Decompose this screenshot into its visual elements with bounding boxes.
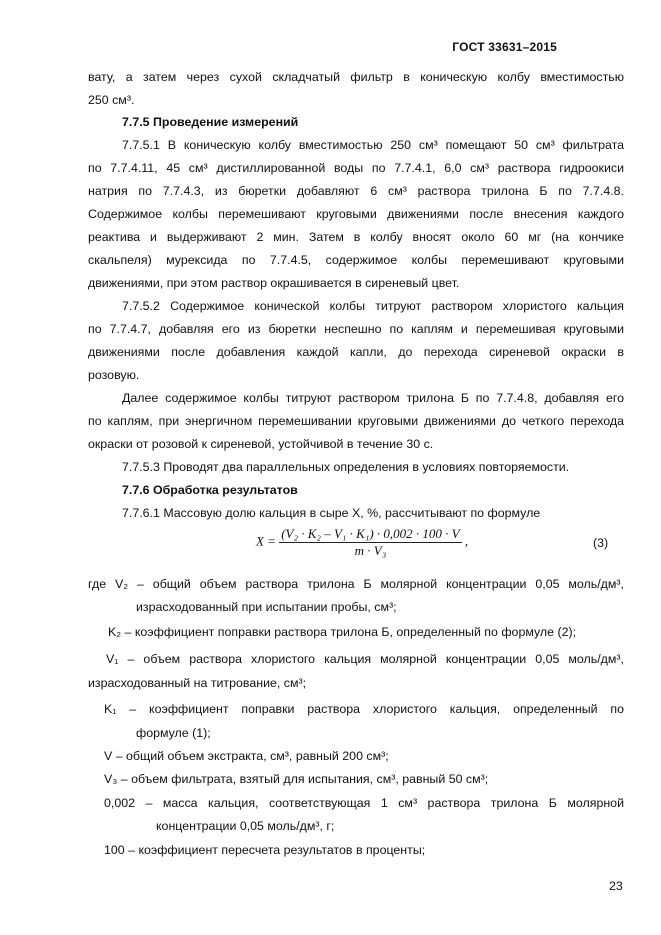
paragraph-line: по каплям, при энергичном перемешивании круговыми движениями до четкого перехода — [88, 414, 624, 428]
definition-line: концентрации 0,05 моль/дм³, г; — [156, 819, 335, 833]
definition-line: V₃ – объем фильтрата, взятый для испытания, см³, равный 50 см³; — [104, 772, 489, 786]
section-heading: 7.7.6 Обработка результатов — [122, 483, 298, 497]
paragraph-line: 7.7.5.1 В коническую колбу вместимостью 250 см³ помещают 50 см³ фильтрата — [122, 138, 624, 152]
formula-fraction — [279, 526, 461, 559]
paragraph-line: вату, а затем через сухой складчатый фильтр в коническую колбу вместимостью — [88, 70, 624, 84]
paragraph-line: 7.7.6.1 Массовую долю кальция в сыре X, %, рассчитывают по формуле — [122, 506, 541, 520]
definition-line: V₁ – объем раствора хлористого кальция молярной концентрации 0,05 моль/дм³, — [106, 652, 624, 666]
paragraph-line: по 7.7.4.11, 45 см³ дистиллированной воды по 7.7.4.1, 6,0 см³ раствора гидроокиси — [88, 161, 624, 175]
definition-line: 0,002 – масса кальция, соответствующая 1 см³ раствора трилона Б молярной — [104, 796, 624, 810]
page-number: 23 — [609, 879, 623, 893]
paragraph-line: окраски от розовой к сиреневой, устойчивой в течение 30 с. — [88, 437, 434, 451]
paragraph-line: по 7.7.4.7, добавляя его из бюретки неспешно по каплям и перемешивая круговыми — [88, 322, 624, 336]
section-heading: 7.7.5 Проведение измерений — [122, 115, 299, 129]
formula-numerator: (V₂ · K₂ – V₁ · K₁) · 0,002 · 100 · V — [281, 526, 460, 541]
definition-line: K₂ – коэффициент поправки раствора трилона Б, определенный по формуле (2); — [108, 625, 577, 639]
paragraph-line: движениями, при этом раствор окрашивается в сиреневый цвет. — [88, 276, 460, 290]
definition-line: израсходованный при испытании пробы, см³; — [136, 600, 397, 614]
definition-line: 100 – коэффициент пересчета результатов в проценты; — [104, 843, 426, 857]
paragraph-line: Содержимое колбы перемешивают круговыми движениями после внесения каждого — [88, 207, 624, 221]
paragraph-line: розовую. — [88, 368, 140, 382]
formula-trail: , — [464, 533, 469, 549]
definition-line: где V₂ – общий объем раствора трилона Б молярной концентрации 0,05 моль/дм³, — [88, 577, 624, 591]
paragraph-line: Далее содержимое колбы титруют раствором трилона Б по 7.7.4.8, добавляя его — [122, 391, 624, 405]
formula-denominator: m · V₃ — [354, 543, 387, 558]
paragraph-line: движениями после добавления каждой капли, до перехода сиреневой окраски в — [88, 345, 624, 359]
paragraph-line: 250 см³. — [88, 93, 135, 107]
definition-line: K₁ – коэффициент поправки раствора хлористого кальция, определенный по — [104, 702, 624, 716]
formula — [256, 526, 468, 559]
paragraph-line: скальпеля) мурексида по 7.7.4.5, содержимое колбы перемешивают круговыми — [88, 253, 624, 267]
formula-number: (3) — [593, 536, 609, 550]
definition-line: израсходованный на титрование, см³; — [88, 676, 307, 690]
paragraph-line: натрия по 7.7.4.3, из бюретки добавляют 6 см³ раствора трилона Б по 7.7.4.8. — [88, 184, 624, 198]
formula-lhs: X = — [256, 533, 276, 549]
paragraph-line: 7.7.5.2 Содержимое конической колбы титруют раствором хлористого кальция — [122, 299, 624, 313]
definition-line: формуле (1); — [136, 726, 211, 740]
definition-line: V – общий объем экстракта, см³, равный 200 см³; — [104, 749, 389, 763]
paragraph-line: реактива и выдерживают 2 мин. Затем в колбу вносят около 60 мг (на кончике — [88, 230, 624, 244]
paragraph-line: 7.7.5.3 Проводят два параллельных определения в условиях повторяемости. — [122, 460, 570, 474]
document-header: ГОСТ 33631–2015 — [452, 40, 557, 54]
